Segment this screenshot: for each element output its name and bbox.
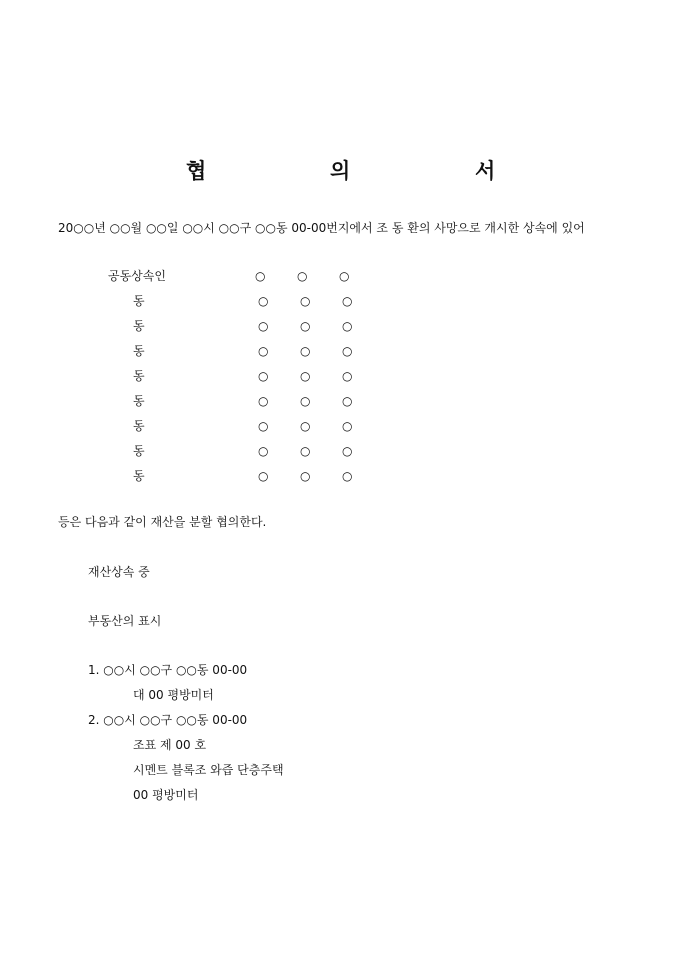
heir-name: ○ ○ ○ [258, 444, 353, 458]
heir-name: ○ ○ ○ [258, 419, 353, 433]
agreement-text: 등은 다음과 같이 재산을 분할 협의한다. [58, 515, 267, 529]
heir-label: 공동상속인 [108, 269, 166, 283]
title-char-1: 협 [186, 158, 207, 183]
heir-name: ○ ○ ○ [258, 469, 353, 483]
heir-label: 동 [133, 394, 145, 408]
heir-name: ○ ○ ○ [258, 319, 353, 333]
property-item-1: 1. ○○시 ○○구 ○○동 00-00 [88, 663, 248, 677]
property-item-2-detail: 시멘트 블록조 와즙 단층주택 [133, 763, 284, 777]
section-heading: 재산상속 중 [88, 565, 150, 579]
property-item-2-detail: 조표 제 00 호 [133, 738, 207, 752]
heir-label: 동 [133, 344, 145, 358]
document-title [0, 155, 680, 185]
property-item-2: 2. ○○시 ○○구 ○○동 00-00 [88, 713, 248, 727]
heir-name: ○ ○ ○ [255, 269, 350, 283]
title-char-2: 의 [330, 158, 351, 183]
heir-name: ○ ○ ○ [258, 294, 353, 308]
heir-name: ○ ○ ○ [258, 369, 353, 383]
heir-name: ○ ○ ○ [258, 394, 353, 408]
heir-label: 동 [133, 369, 145, 383]
heir-label: 동 [133, 444, 145, 458]
heir-label: 동 [133, 469, 145, 483]
intro-paragraph: 20○○년 ○○월 ○○일 ○○시 ○○구 ○○동 00-00번지에서 조 동 환의 사망으로 개시한 상속에 있어 [58, 221, 585, 235]
subsection-heading: 부동산의 표시 [88, 614, 162, 628]
heir-name: ○ ○ ○ [258, 344, 353, 358]
property-item-1-detail: 대 00 평방미터 [133, 688, 214, 702]
heir-label: 동 [133, 419, 145, 433]
heir-label: 동 [133, 319, 145, 333]
property-item-2-detail: 00 평방미터 [133, 788, 199, 802]
heir-label: 동 [133, 294, 145, 308]
title-char-3: 서 [475, 158, 496, 183]
